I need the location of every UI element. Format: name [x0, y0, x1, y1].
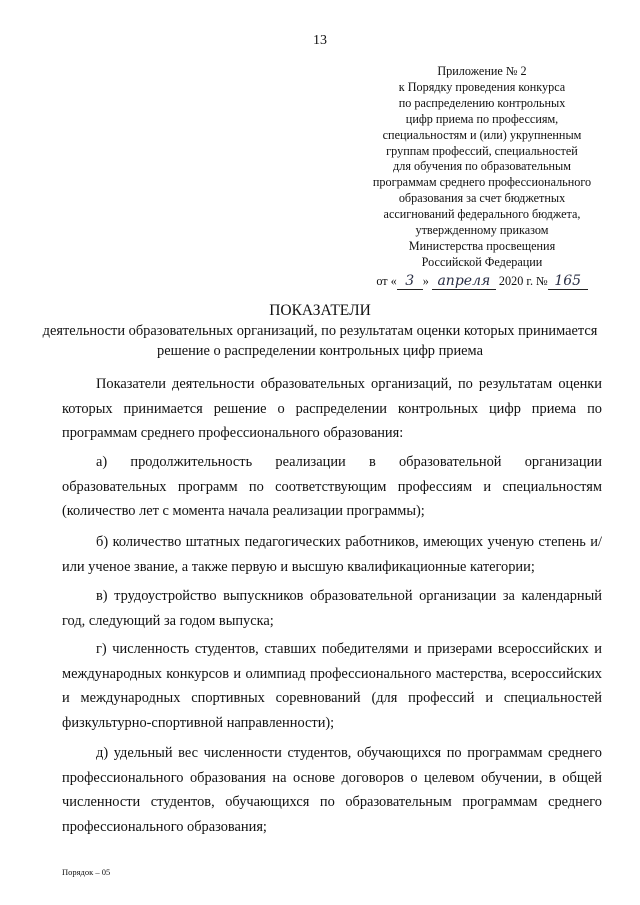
appendix-line: к Порядку проведения конкурса — [398, 79, 566, 94]
appendix-line: образования за счет бюджетных — [398, 191, 566, 206]
order-quote-close: » — [422, 273, 429, 288]
order-month-handwritten: апреля — [432, 274, 496, 290]
paragraph-intro: Показатели деятельности образовательных организаций, по результатам оценки которых принимается решение о распределении контрольных цифр приема по программам среднего профессионального образования: — [62, 376, 602, 441]
document-title: ПОКАЗАТЕЛИ — [269, 302, 371, 319]
appendix-line: по распределению контрольных — [398, 95, 566, 110]
order-reference — [332, 271, 632, 291]
appendix-line: Приложение № 2 — [437, 64, 527, 78]
appendix-line: Министерства просвещения — [408, 238, 556, 253]
document-subtitle: деятельности образовательных организаций, по результатам оценки которых принимается решение о распределении контрольных цифр приема — [42, 323, 598, 359]
order-prefix: от « — [376, 273, 397, 288]
appendix-block — [332, 64, 632, 291]
appendix-line: группам профессий, специальностей — [386, 143, 578, 158]
order-number-handwritten: 165 — [548, 274, 588, 290]
appendix-line: ассигнований федерального бюджета, — [383, 207, 581, 222]
paragraph-a: а) продолжительность реализации в образовательной организации образовательных программ по соответствующим профессиям и специальностям (количество лет с момента начала реализации программы); — [62, 454, 602, 519]
order-day-handwritten: 3 — [397, 274, 423, 290]
appendix-line: цифр приема по профессиям, — [405, 111, 559, 126]
paragraph-e: д) удельный вес численности студентов, обучающихся по программам среднего профессионального образования на основе договоров о целевом обучении, в общей численности студентов, обучающихся по образовательным программам среднего профессионального образования; — [62, 745, 602, 835]
appendix-line: для обучения по образовательным — [393, 159, 571, 174]
appendix-line: утвержденному приказом — [415, 223, 549, 238]
paragraph-b: б) количество штатных педагогических работников, имеющих ученую степень и/или ученое звание, а также первую и высшую квалификационные категории; — [62, 534, 602, 575]
appendix-line: Российской Федерации — [421, 254, 543, 269]
order-year: 2020 г. № — [498, 273, 548, 288]
page-number: 13 — [313, 33, 327, 48]
paragraph-c: в) трудоустройство выпускников образовательной организации за календарный год, следующий за годом выпуска; — [62, 588, 602, 629]
appendix-line: специальностям и (или) укрупненным — [382, 127, 582, 142]
paragraph-d: г) численность студентов, ставших победителями и призерами всероссийских и международных конкурсов и олимпиад профессионального мастерства, всероссийских и международных спортивных соревнований (для профессий и специальностей физкультурно-спортивной направленности); — [62, 641, 602, 731]
footer-code: Порядок – 05 — [62, 867, 111, 877]
appendix-line: программам среднего профессионального — [372, 175, 592, 190]
